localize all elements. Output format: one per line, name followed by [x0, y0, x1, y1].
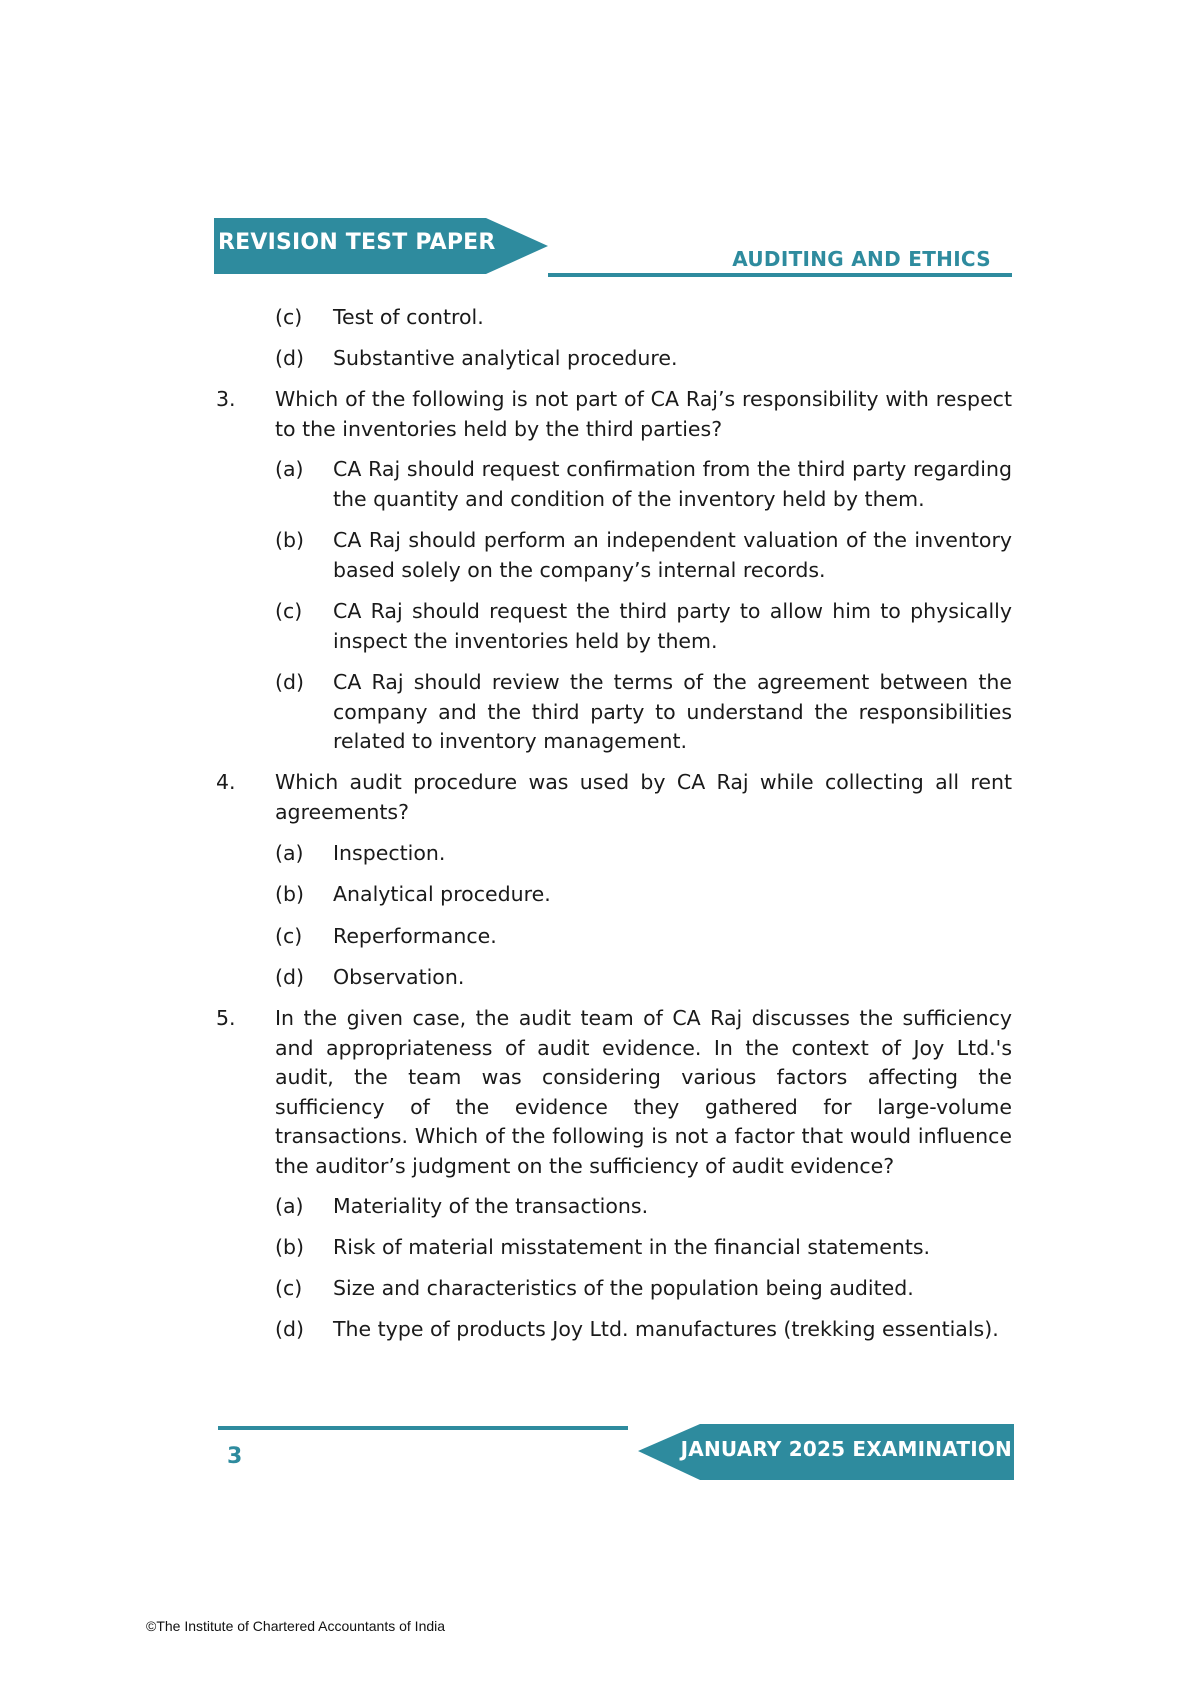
- option-label: (a): [275, 1194, 304, 1218]
- option-text: Analytical procedure.: [333, 882, 551, 906]
- question-number: 5.: [216, 1006, 236, 1030]
- option-text: CA Raj should review the terms of the agreement between the company and the third party to understand the responsibilities related to inventory management.: [333, 670, 1012, 753]
- option-text: Substantive analytical procedure.: [333, 346, 678, 370]
- option-text: CA Raj should request the third party to allow him to physically inspect the inventories held by them.: [333, 599, 1012, 653]
- option-label: (c): [275, 924, 303, 948]
- question-text: In the given case, the audit team of CA Raj discusses the sufficiency and appropriateness of audit evidence. In the context of Joy Ltd.'s audit, the team was considering various factors affecting the sufficiency of the evidence they gathered for large-volume transactions. Which of the following is not a factor that would influence the auditor’s judgment on the sufficiency of audit evidence?: [275, 1006, 1012, 1178]
- option-label: (d): [275, 346, 305, 370]
- option-text: CA Raj should perform an independent valuation of the inventory based solely on the company’s internal records.: [333, 528, 1012, 582]
- footer-rule: [218, 1426, 628, 1430]
- question-number: 3.: [216, 387, 236, 411]
- question-text: Which audit procedure was used by CA Raj while collecting all rent agreements?: [275, 770, 1012, 824]
- header-subject: AUDITING AND ETHICS: [732, 247, 991, 271]
- question-number: 4.: [216, 770, 236, 794]
- option-text: Inspection.: [333, 841, 446, 865]
- option-label: (d): [275, 1317, 305, 1341]
- option-label: (b): [275, 882, 305, 906]
- page-number: 3: [227, 1444, 243, 1469]
- option-text: Risk of material misstatement in the financial statements.: [333, 1235, 931, 1259]
- option-text: Observation.: [333, 965, 465, 989]
- copyright-notice: ©The Institute of Chartered Accountants of India: [146, 1618, 446, 1634]
- option-label: (b): [275, 1235, 305, 1259]
- header-title: REVISION TEST PAPER: [218, 230, 496, 255]
- option-label: (a): [275, 841, 304, 865]
- option-label: (c): [275, 1276, 303, 1300]
- option-text: CA Raj should request confirmation from the third party regarding the quantity and condition of the inventory held by them.: [333, 457, 1012, 511]
- question-text: Which of the following is not part of CA Raj’s responsibility with respect to the inventories held by the third parties?: [275, 387, 1012, 441]
- option-label: (d): [275, 670, 305, 694]
- option-label: (c): [275, 305, 303, 329]
- option-label: (a): [275, 457, 304, 481]
- option-text: Materiality of the transactions.: [333, 1194, 649, 1218]
- option-label: (d): [275, 965, 305, 989]
- option-text: Size and characteristics of the population being audited.: [333, 1276, 914, 1300]
- option-text: Reperformance.: [333, 924, 497, 948]
- option-label: (c): [275, 599, 303, 623]
- footer-exam: JANUARY 2025 EXAMINATION: [680, 1437, 1012, 1461]
- option-text: The type of products Joy Ltd. manufactures (trekking essentials).: [333, 1317, 999, 1341]
- header-rule: [548, 273, 1012, 277]
- option-label: (b): [275, 528, 305, 552]
- option-text: Test of control.: [333, 305, 484, 329]
